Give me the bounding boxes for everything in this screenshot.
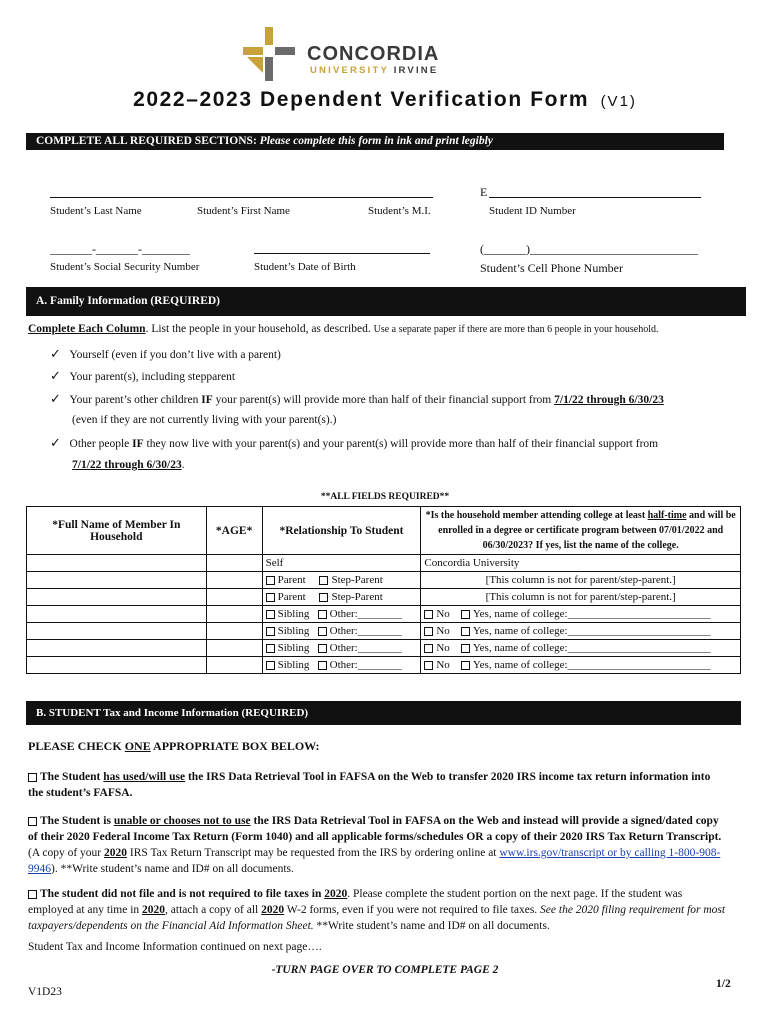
checkbox[interactable]	[266, 593, 275, 602]
college-cell: No Yes, name of college:__________________________	[421, 606, 741, 623]
checkmark-icon: ✓	[50, 391, 61, 406]
instructions-bar: COMPLETE ALL REQUIRED SECTIONS: Please complete this form in ink and print legibly	[26, 133, 724, 150]
college-cell: No Yes, name of college:__________________________	[421, 623, 741, 640]
ssn-label: Student’s Social Security Number	[50, 261, 200, 273]
option-drt-not-used[interactable]: The Student is unable or chooses not to use the IRS Data Retrieval Tool in FAFSA on the Web and instead will provide a signed/dated copy of their 2020 Federal Income Tax Return (Form 1040) and all applicable forms/schedules OR a copy of their 2020 IRS Tax Return Transcript. (A copy of your 2020 IRS Tax Return Transcript may be requested from the IRS by ordering online at www.irs.gov/transcript or by calling 1-800-908-9946). **Write student’s name and ID# on all documents.	[28, 815, 722, 875]
relationship-cell: Sibling Other:________	[262, 606, 421, 623]
checkbox[interactable]	[318, 627, 327, 636]
checkbox[interactable]	[319, 593, 328, 602]
last-name-label: Student’s Last Name	[50, 205, 142, 217]
name-cell[interactable]	[27, 606, 207, 623]
first-name-label: Student’s First Name	[197, 205, 290, 217]
col-header-relationship: *Relationship To Student	[262, 507, 421, 555]
age-cell[interactable]	[206, 555, 262, 572]
student-name-line[interactable]	[50, 197, 433, 198]
checkbox[interactable]	[266, 644, 275, 653]
check-item: ✓ Yourself (even if you don’t live with a parent)	[50, 346, 281, 361]
check-item: ✓ Your parent(s), including stepparent	[50, 368, 236, 383]
ssn-field[interactable]: _______-_______-________	[50, 242, 190, 256]
checkbox[interactable]	[461, 644, 470, 653]
age-cell[interactable]	[206, 640, 262, 657]
age-cell[interactable]	[206, 657, 262, 674]
check-item-continued: 7/1/22 through 6/30/23.	[72, 459, 185, 471]
section-a-intro: Complete Each Column. List the people in your household, as described. Use a separate paper if there are more than 6 people in your household.	[28, 323, 659, 335]
logo-name: CONCORDIA	[307, 43, 440, 65]
logo-subtitle: UNIVERSITY IRVINE	[310, 65, 439, 76]
phone-label: Student’s Cell Phone Number	[480, 261, 623, 275]
checkbox[interactable]	[424, 644, 433, 653]
dob-label: Student’s Date of Birth	[254, 261, 356, 273]
dob-line[interactable]	[254, 253, 430, 254]
household-table	[26, 506, 741, 674]
college-cell: [This column is not for parent/step-parent.]	[421, 589, 741, 606]
checkbox[interactable]	[461, 627, 470, 636]
checkbox[interactable]	[318, 661, 327, 670]
checkmark-icon: ✓	[50, 346, 61, 361]
relationship-cell: Sibling Other:________	[262, 640, 421, 657]
col-header-age: *AGE*	[206, 507, 262, 555]
checkbox[interactable]	[318, 644, 327, 653]
option-did-not-file[interactable]: The student did not file and is not required to file taxes in 2020. Please complete the student portion on the next page. If the student was employed at any time in 2020, attach a copy of all 2020 W-2 forms, even if you were not required to file taxes. See the 2020 filing requirement for most taxpayers/dependents on the Financial Aid Information Sheet. **Write student’s name and ID# on all documents.	[28, 888, 726, 932]
irs-transcript-link[interactable]: www.irs.gov/transcript or by calling 1-800-908-9946	[28, 847, 721, 875]
checkbox[interactable]	[424, 610, 433, 619]
relationship-cell: Sibling Other:________	[262, 623, 421, 640]
name-cell[interactable]	[27, 572, 207, 589]
checkbox[interactable]	[28, 773, 37, 782]
col-header-name: *Full Name of Member In Household	[27, 507, 207, 555]
all-fields-required: **ALL FIELDS REQUIRED**	[320, 492, 450, 502]
relationship-cell: Sibling Other:________	[262, 657, 421, 674]
age-cell[interactable]	[206, 623, 262, 640]
check-item: ✓ Your parent’s other children IF your parent(s) will provide more than half of their financial support from 7/1/22 through 6/30/23	[50, 391, 664, 406]
phone-field[interactable]: (_______)____________________________	[480, 242, 698, 256]
checkbox[interactable]	[266, 627, 275, 636]
age-cell[interactable]	[206, 589, 262, 606]
name-cell[interactable]	[27, 589, 207, 606]
concordia-cross-icon	[243, 27, 305, 81]
checkbox[interactable]	[266, 661, 275, 670]
table-row	[27, 623, 741, 640]
checkmark-icon: ✓	[50, 435, 61, 450]
table-row	[27, 589, 741, 606]
college-cell: No Yes, name of college:__________________________	[421, 640, 741, 657]
relationship-cell: Parent Step-Parent	[262, 572, 421, 589]
checkbox[interactable]	[424, 661, 433, 670]
student-id-line[interactable]	[489, 197, 701, 198]
checkbox[interactable]	[424, 627, 433, 636]
id-prefix: E	[480, 185, 488, 199]
checkbox[interactable]	[266, 610, 275, 619]
college-cell: Concordia University	[421, 555, 741, 572]
check-item-continued: (even if they are not currently living with your parent(s).)	[72, 414, 337, 426]
section-b-header: B. STUDENT Tax and Income Information (REQUIRED)	[26, 701, 741, 725]
check-item: ✓ Other people IF they now live with your parent(s) and your parent(s) will provide more than half of their financial support from	[50, 435, 659, 450]
table-row	[27, 606, 741, 623]
age-cell[interactable]	[206, 572, 262, 589]
checkbox[interactable]	[461, 610, 470, 619]
form-code: V1D23	[28, 986, 62, 998]
name-cell[interactable]	[27, 640, 207, 657]
table-row	[27, 572, 741, 589]
checkbox[interactable]	[319, 576, 328, 585]
college-cell: [This column is not for parent/step-parent.]	[421, 572, 741, 589]
section-a-header: A. Family Information (REQUIRED)	[26, 287, 746, 316]
relationship-cell: Parent Step-Parent	[262, 589, 421, 606]
table-row	[27, 555, 741, 572]
turn-page-note: -TURN PAGE OVER TO COMPLETE PAGE 2	[271, 964, 499, 976]
continued-note: Student Tax and Income Information continued on next page….	[28, 941, 322, 953]
option-drt-used[interactable]: The Student has used/will use the IRS Data Retrieval Tool in FAFSA on the Web to transfer 2020 IRS income tax return information into the student’s FAFSA.	[28, 771, 711, 799]
page-number: 1/2	[716, 978, 731, 990]
checkbox[interactable]	[266, 576, 275, 585]
checkmark-icon: ✓	[50, 368, 61, 383]
name-cell[interactable]	[27, 657, 207, 674]
university-logo	[243, 27, 463, 81]
page-title: 2022–2023 Dependent Verification Form (V1)	[133, 88, 637, 111]
relationship-cell: Self	[262, 555, 421, 572]
table-row	[27, 657, 741, 674]
checkbox[interactable]	[318, 610, 327, 619]
mi-label: Student’s M.I.	[368, 205, 431, 217]
college-cell: No Yes, name of college:__________________________	[421, 657, 741, 674]
name-cell[interactable]	[27, 623, 207, 640]
check-one-instruction: PLEASE CHECK ONE APPROPRIATE BOX BELOW:	[28, 739, 320, 753]
col-header-college: *Is the household member attending college at least half-time and will be enrolled in a degree or certificate program between 07/01/2022 and 06/30/2023? If yes, list the name of the college.	[421, 507, 741, 555]
age-cell[interactable]	[206, 606, 262, 623]
checkbox[interactable]	[461, 661, 470, 670]
id-label: Student ID Number	[489, 205, 576, 217]
checkbox[interactable]	[28, 817, 37, 826]
name-cell[interactable]	[27, 555, 207, 572]
table-row	[27, 640, 741, 657]
checkbox[interactable]	[28, 890, 37, 899]
